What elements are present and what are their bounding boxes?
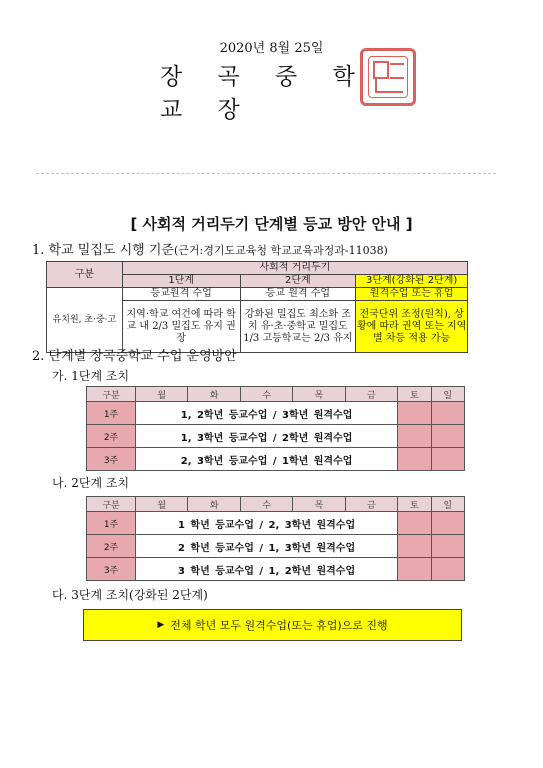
weekend-cell xyxy=(398,535,431,558)
stage2-schedule-table xyxy=(86,496,465,581)
schedule-cell: 3 학년 등교수업 / 1, 2학년 원격수업 xyxy=(136,558,398,581)
week-label: 1주 xyxy=(87,402,136,425)
day-header: 수 xyxy=(240,387,292,402)
table-cell: 강화된 밀집도 최소화 조치 유·초·중학교 밀집도 1/3 고등학교는 2/3 유지 xyxy=(240,301,356,353)
weekend-cell xyxy=(398,558,431,581)
official-seal-icon xyxy=(360,48,416,106)
weekend-cell xyxy=(431,425,464,448)
stage-header: 1단계 xyxy=(122,275,240,288)
table-header-label: 구분 xyxy=(47,262,123,288)
weekend-cell xyxy=(398,402,431,425)
schedule-cell: 1 학년 등교수업 / 2, 3학년 원격수업 xyxy=(136,512,398,535)
day-header: 월 xyxy=(136,387,188,402)
header-divider xyxy=(36,173,496,174)
schedule-cell: 2, 3학년 등교수업 / 1학년 원격수업 xyxy=(136,448,398,471)
stage1-schedule-table xyxy=(86,386,465,471)
stage1-heading: 가. 1단계 조치 xyxy=(52,369,130,383)
table-cell: 전국단위 조정(원칙), 상황에 따라 권역 또는 지역별 차등 적용 가능 xyxy=(356,301,468,353)
week-label: 3주 xyxy=(87,558,136,581)
table-group-header: 사회적 거리두기 xyxy=(122,262,467,275)
sub-header: 등교원격 수업 xyxy=(122,288,240,301)
day-header: 화 xyxy=(188,497,240,512)
weekend-cell xyxy=(398,512,431,535)
density-criteria-table xyxy=(46,261,468,353)
week-label: 2주 xyxy=(87,535,136,558)
day-header: 목 xyxy=(293,387,345,402)
school-principal-signature: 장 곡 중 학 교 장 xyxy=(160,64,369,123)
day-header: 수 xyxy=(240,497,292,512)
stage-header: 2단계 xyxy=(240,275,356,288)
stage3-notice-box xyxy=(83,609,462,641)
stage3-notice: 전체 학년 모두 원격수업(또는 휴업)으로 진행 xyxy=(170,619,388,632)
weekend-cell xyxy=(431,512,464,535)
day-header: 화 xyxy=(188,387,240,402)
section2-heading: 2. 단계별 장곡중학교 수업 운영방안 xyxy=(32,349,237,364)
stage-header: 3단계(강화된 2단계) xyxy=(356,275,468,288)
sub-header: 등교 원격 수업 xyxy=(240,288,356,301)
day-header: 구분 xyxy=(87,497,136,512)
schedule-cell: 1, 3학년 등교수업 / 2학년 원격수업 xyxy=(136,425,398,448)
weekend-cell xyxy=(431,558,464,581)
day-header: 일 xyxy=(431,497,464,512)
sub-header: 원격수업 또는 휴업 xyxy=(356,288,468,301)
week-label: 3주 xyxy=(87,448,136,471)
row-label: 유치원, 초·중·고 xyxy=(47,288,123,353)
day-header: 일 xyxy=(431,387,464,402)
day-header: 토 xyxy=(398,497,431,512)
weekend-cell xyxy=(398,425,431,448)
stage3-heading: 다. 3단계 조치(강화된 2단계) xyxy=(52,588,208,602)
page-title: [ 사회적 거리두기 단계별 등교 방안 안내 ] xyxy=(130,215,413,233)
day-header: 금 xyxy=(345,387,397,402)
schedule-cell: 2 학년 등교수업 / 1, 3학년 원격수업 xyxy=(136,535,398,558)
weekend-cell xyxy=(431,402,464,425)
weekend-cell xyxy=(431,448,464,471)
week-label: 2주 xyxy=(87,425,136,448)
schedule-cell: 1, 2학년 등교수업 / 3학년 원격수업 xyxy=(136,402,398,425)
week-label: 1주 xyxy=(87,512,136,535)
triangle-right-icon: ▶ xyxy=(157,620,165,630)
day-header: 월 xyxy=(136,497,188,512)
day-header: 목 xyxy=(293,497,345,512)
table-cell: 지역·학교 여건에 따라 학교 내 2/3 밀집도 유지 권장 xyxy=(122,301,240,353)
day-header: 구분 xyxy=(87,387,136,402)
day-header: 토 xyxy=(398,387,431,402)
section1-heading: 1. 학교 밀집도 시행 기준(근거:경기도교육청 학교교육과정과-11038) xyxy=(32,243,388,258)
document-date: 2020년 8월 25일 xyxy=(219,41,324,56)
weekend-cell xyxy=(398,448,431,471)
stage2-heading: 나. 2단계 조치 xyxy=(52,476,130,490)
weekend-cell xyxy=(431,535,464,558)
day-header: 금 xyxy=(345,497,397,512)
